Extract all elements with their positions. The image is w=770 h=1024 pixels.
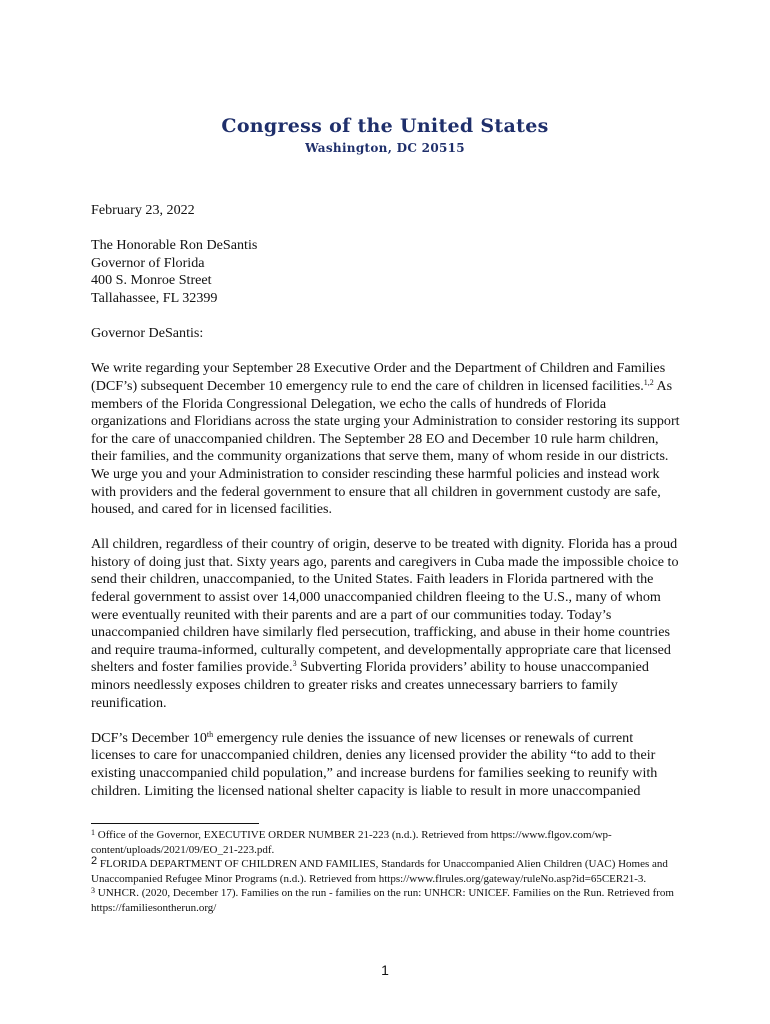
paragraph-1-text-a: We write regarding your September 28 Executive Order and the Department of Children and Families (DCF’s) subsequent December 10 emergency rule to end the care of children in licensed facilities. [91,360,666,394]
page-number: 1 [381,962,389,978]
paragraph-3 [91,730,681,800]
paragraph-2-text-b: Subverting Florida providers’ ability to house unaccompanied minors needlessly exposes children to greater risks and creates unnecessary barriers to family reunification. [91,659,649,711]
letter-body [91,202,681,800]
footnote-1 [91,828,681,857]
footnote-3 [91,886,681,915]
paragraph-3-text-a: DCF’s December 10 [91,729,207,746]
letter-date: February 23, 2022 [91,202,195,218]
paragraph-3-text-b: emergency rule denies the issuance of new licenses or renewals of current licenses to care for unaccompanied children, denies any licensed provider the ability “to add to their existing unaccompanied child population,” and increase burdens for families seeking to reunify with children. Limiting the licensed national shelter capacity is liable to result in more unaccompanied [91,729,658,799]
recipient-block [91,237,681,307]
recipient-line: 400 S. Monroe Street [91,272,212,289]
paragraph-1-text-b: As members of the Florida Congressional Delegation, we echo the calls of hundreds of Florida organizations and Floridians across the state urging your Administration to consider restoring its support for the care of unaccompanied children. The September 28 EO and December 10 rule harm children, their families, and the community organizations that serve them, many of whom reside in our districts. We urge you and your Administration to consider rescinding these harmful policies and instead work with providers and the federal government to ensure that all children in government custody are safe, housed, and cared for in licensed facilities. [91,377,680,518]
paragraph-1 [91,360,681,518]
letterhead-address: Washington, DC 20515 [305,141,465,155]
footnote-ref: 1,2 [643,377,654,387]
recipient-line: The Honorable Ron DeSantis [91,237,258,254]
footnotes [91,828,681,915]
recipient-line: Tallahassee, FL 32399 [91,289,218,306]
footnote-2 [91,857,681,886]
ordinal-suffix: th [206,729,214,739]
footnote-text: FLORIDA DEPARTMENT OF CHILDREN AND FAMILIES, Standards for Unaccompanied Alien Children (UAC) Homes and Unaccompanied Refugee Minor Programs (n.d.). Retrieved from https://www.flrules.org/gateway/ruleNo.asp?id=65CER21-3. [91,858,668,885]
salutation: Governor DeSantis: [91,325,204,342]
paragraph-2 [91,536,681,712]
footnote-text: UNHCR. (2020, December 17). Families on the run - families on the run: UNHCR: UNICEF. Families on the Run. Retrieved from https://familiesontherun.org/ [91,887,674,914]
footnote-divider [91,823,259,824]
footnote-number: 1 [91,828,95,837]
recipient-line: Governor of Florida [91,254,205,271]
paragraph-2-text-a: All children, regardless of their country of origin, deserve to be treated with dignity. Florida has a proud history of doing just that. Sixty years ago, parents and caregivers in Cuba made the impossible choice to send their children, unaccompanied, to the United States. Faith leaders in Florida partnered with the federal government to assist over 14,000 unaccompanied children fleeing to the U.S., many of whom were eventually reunited with their parents and are a part of our communities today. Today’s unaccompanied children have similarly fled persecution, trafficking, and abuse in their home countries and require trauma-informed, culturally competent, and developmentally appropriate care that licensed shelters and foster families provide. [91,536,679,676]
footnote-number: 3 [91,886,95,895]
footnote-ref: 3 [292,659,297,669]
footnote-number: 2 [91,855,98,867]
footnote-text: Office of the Governor, EXECUTIVE ORDER NUMBER 21-223 (n.d.). Retrieved from https://www.flgov.com/wp-content/uploads/2021/09/EO_21-223.pdf. [91,829,612,856]
letterhead-title: Congress of the United States [221,115,549,137]
